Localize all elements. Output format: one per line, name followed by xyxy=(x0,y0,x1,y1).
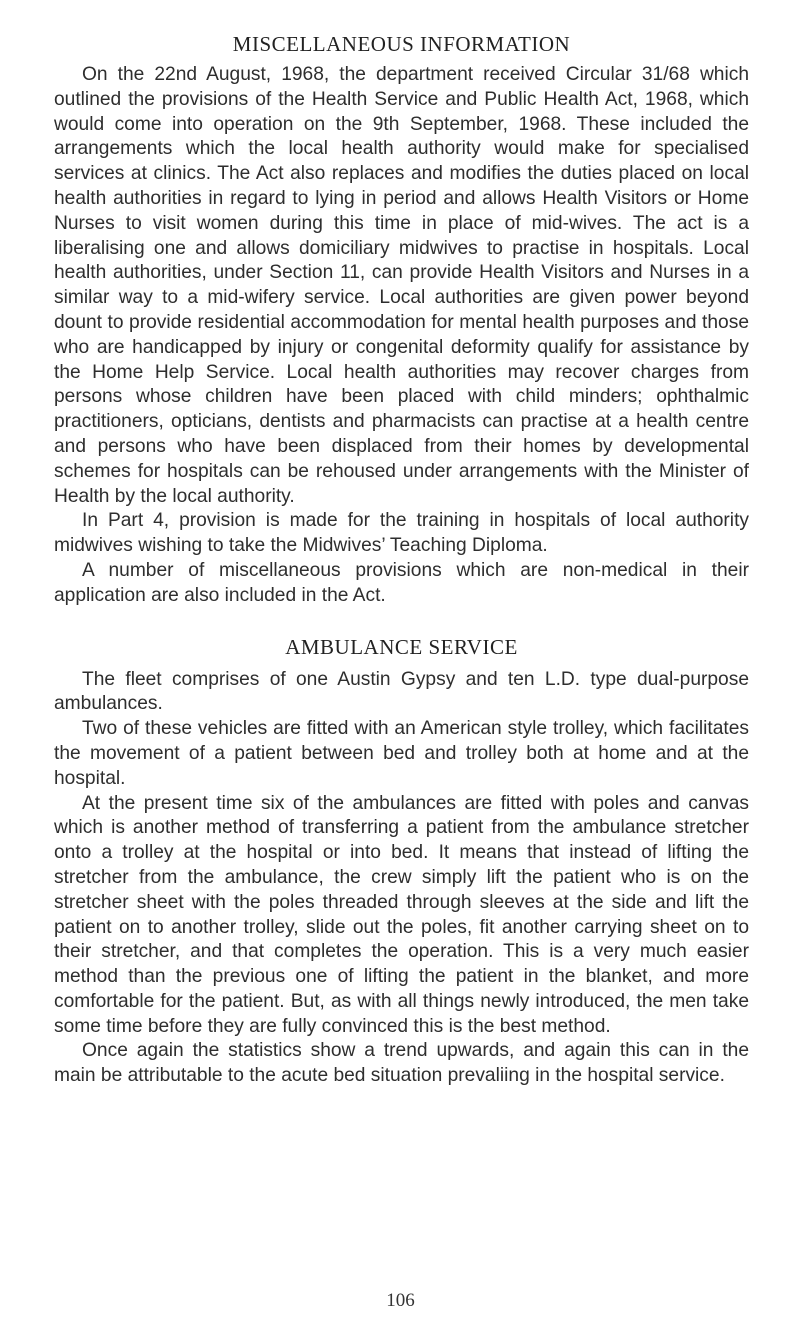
section-heading-ambulance: AMBULANCE SERVICE xyxy=(285,634,518,659)
paragraph-part-4: In Part 4, provision is made for the training in hospitals of local authority midwives wishing to take the Midwives’ Teaching Diploma. xyxy=(54,510,749,557)
paragraph-circular: On the 22nd August, 1968, the department received Circular 31/68 which outlined the provisions of the Health Service and Public Health Act, 1968, which would come into operation on the 9th September, 1968. These included the arrangements which the local health authority would make for specialised services at clinics. The Act also replaces and modifies the duties placed on local health authorities in regard to lying in period and allows Health Visitors or Home Nurses to visit women during this time in place of mid-wives. The act is a liberalising one and allows domiciliary midwives to practise in hospitals. Local health authorities, under Section 11, can provide Health Visitors and Nurses in a similar way to a mid-wifery service. Local authorities are given power beyond dount to provide residential accommodation for mental health purposes and those who are handicapped by injury or congenital deformity qualify for assistance by the Home Help Service. Local health authorities may recover charges from persons whose children have been placed with child minders; ophthalmic practitioners, opticians, dentists and pharmacists can practise at a health centre and persons who have been displaced from their homes by developmental schemes for hospitals can be rehoused under arrangements with the Minister of Health by the local authority. xyxy=(54,64,749,507)
section-heading-miscellaneous: MISCELLANEOUS INFORMATION xyxy=(232,32,571,56)
paragraph-trolley: Two of these vehicles are fitted with an American style trolley, which facilitates the movement of a patient between bed and trolley both at home and at the hospital. xyxy=(54,718,749,789)
paragraph-misc-provisions: A number of miscellaneous provisions which are non-medical in their application are also included in the Act. xyxy=(54,559,749,606)
paragraph-fleet: The fleet comprises of one Austin Gypsy and ten L.D. type dual-purpose ambulances. xyxy=(54,668,749,715)
document-page xyxy=(54,22,749,1089)
paragraph-poles-canvas: At the present time six of the ambulances are fitted with poles and canvas which is another method of transferring a patient from the ambulance stretcher onto a trolley at the hospital or into bed. It means that instead of lifting the stretcher from the ambulance, the crew simply lift the patient who is on the stretcher sheet with the poles threaded through sleeves at the side and lift the patient on to another trolley, slide out the poles, fit another carrying sheet on to their stretcher, and that completes the operation. This is a very much easier method than the previous one of lifting the patient in the blanket, and more comfortable for the patient. But, as with all things newly introduced, the men take some time before they are fully convinced this is the best method. xyxy=(54,792,749,1037)
page-number: 106 xyxy=(386,1290,415,1311)
paragraph-statistics: Once again the statistics show a trend upwards, and again this can in the main be attributable to the acute bed situation prevaliing in the hospital service. xyxy=(54,1040,749,1087)
